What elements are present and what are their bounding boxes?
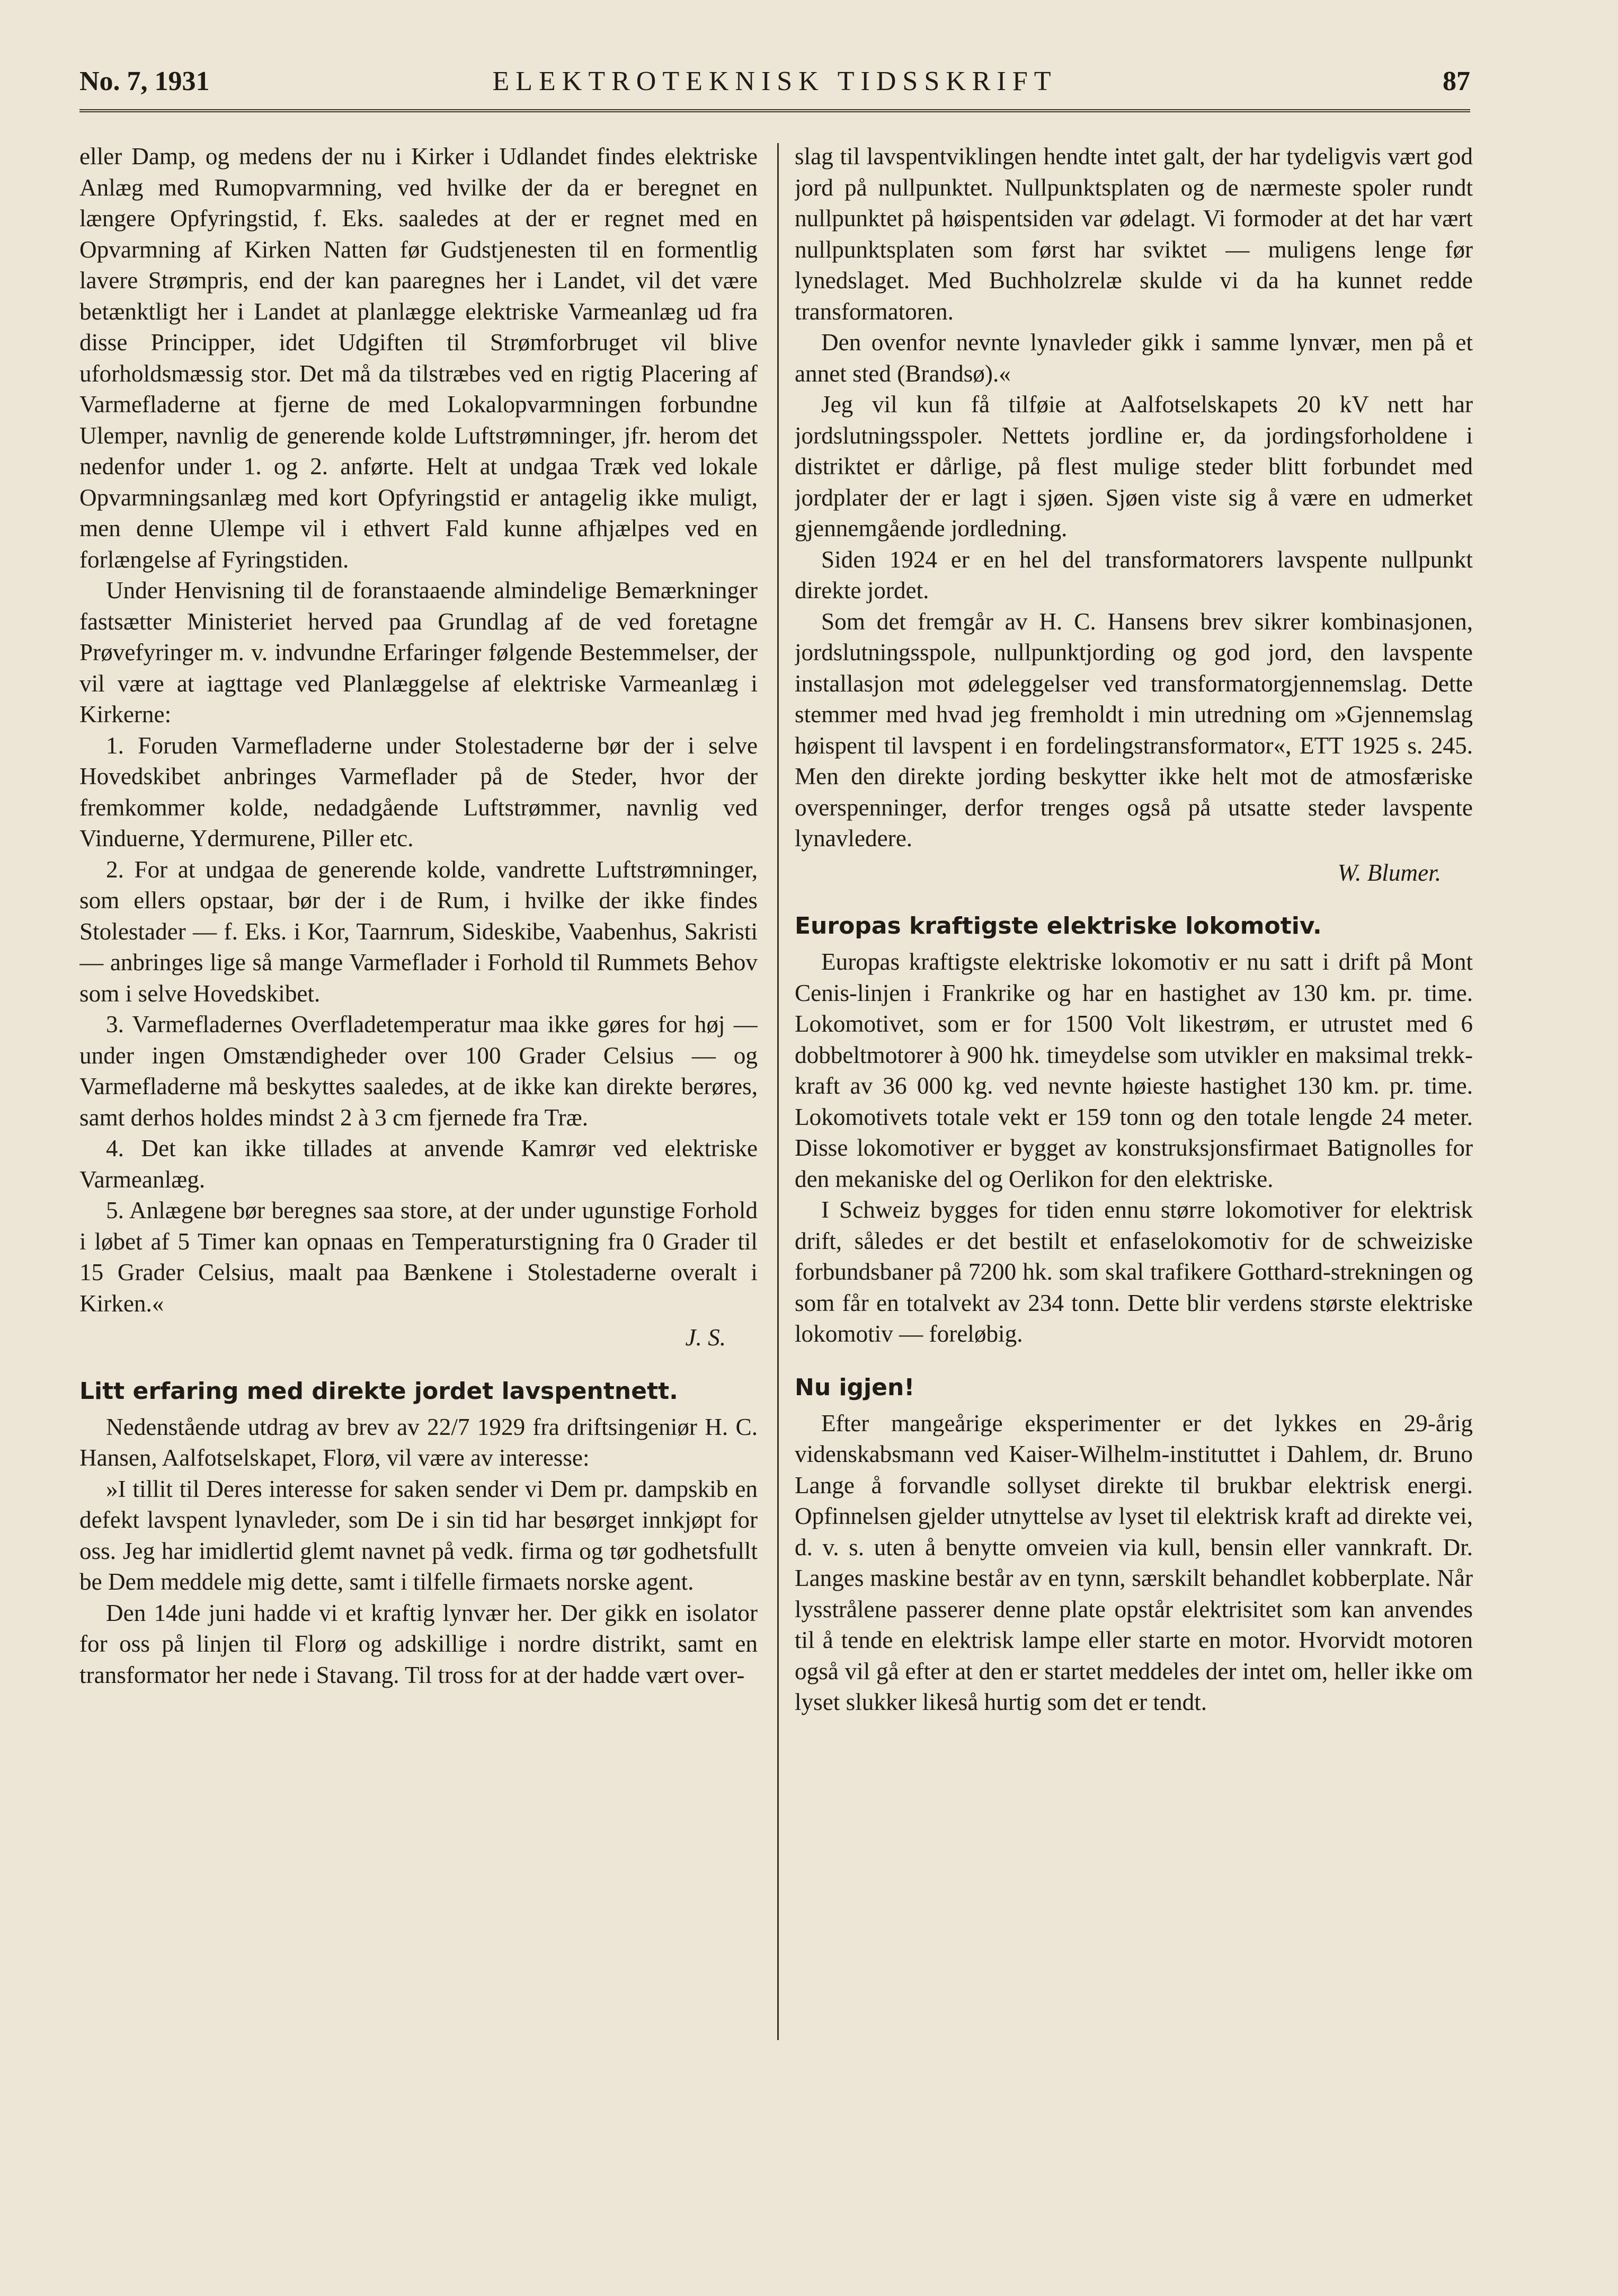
signature-blumer: W. Blumer. — [1337, 859, 1441, 886]
article-paragraph: Siden 1924 er en hel del transformatorers lavspente nullpunkt direkte jordet. — [795, 546, 1473, 604]
rule-3: 3. Varmefladernes Overfladetemperatur maa ikke gøres for høj — under ingen Omstændigheder over 100 Grader Celsius — og Varmefladerne må beskyttes saaledes, at de ikke kan direkte berøres, samt derhos holdes mindst 2 à 3 cm fjernede fra Træ. — [79, 1011, 758, 1131]
rule-5: 5. Anlægene bør beregnes saa store, at der under ugunstige Forhold i løbet af 5 Timer kan opnaas en Temperaturstigning fra 0 Grader til 15 Grader Celsius, maalt paa Bænkene i Stolestaderne overalt i Kirken.« — [79, 1197, 758, 1317]
rule-4: 4. Det kan ikke tillades at anvende Kamrør ved elektriske Varmeanlæg. — [79, 1135, 758, 1193]
article-paragraph: Jeg vil kun få tilføie at Aalfotselskapets 20 kV nett har jordslutningsspoler. Nettets jordline er, da jordingsforholdene i distriktet er dårlige, på flest mulige steder blitt forbundet med jordplater der er lagt i sjøen. Sjøen viste sig å være en udmerket gjennemgående jordledning. — [795, 391, 1473, 542]
rule-2: 2. For at undgaa de generende kolde, vandrette Luftstrømninger, som ellers opstaar, bør der i de Rum, i hvilke der ikke findes Stolestader — f. Eks. i Kor, Taarnrum, Sideskibe, Vaabenhus, Sakristi — anbringes lige så mange Varmeflader i Forhold til Rummets Behov som i selve Hovedskibet. — [79, 856, 758, 1007]
issue-number: No. 7, 1931 — [79, 66, 210, 96]
article-paragraph: slag til lavspentviklingen hendte intet galt, der har tydeligvis vært god jord på nullpunktet. Nullpunktsplaten og de nærmeste spoler rundt nullpunktet på høispentsiden var ødelagt. Vi formoder at det har vært nullpunktsplaten som først har sviktet — muligens lenge før lynedslaget. Med Buchholzrelæ skulde vi da ha kunnet redde transformatoren. — [795, 143, 1473, 325]
article-title-lavspentnett: Litt erfaring med direkte jordet lavspentnett. — [79, 1377, 678, 1405]
left-column — [79, 141, 758, 2234]
article-paragraph: »I tillit til Deres interesse for saken sender vi Dem pr. dampskib en defekt lavspent lynavleder, som De i sin tid har besørget innkjøpt for oss. Jeg har imidlertid glemt navnet på vedk. firma og tør godhetsfullt be Dem meddele mig dette, samt i tilfelle firmaets norske agent. — [79, 1475, 758, 1595]
column-divider — [777, 143, 779, 2040]
page-number: 87 — [1443, 66, 1470, 96]
article-paragraph: Den ovenfor nevnte lynavleder gikk i samme lynvær, men på et annet sted (Brandsø).« — [795, 329, 1473, 387]
header-rule — [79, 109, 1470, 112]
referral-paragraph: Under Henvisning til de foranstaaende almindelige Bemærkninger fastsætter Ministeriet herved paa Grundlag af de ved foretagne Prøvefyringer m. v. indvundne Erfaringer følgende Bestemmelser, der vil være at iagttage ved Planlæggelse af elektriske Varmeanlæg i Kirkerne: — [79, 577, 758, 728]
signature-js: J. S. — [685, 1324, 726, 1351]
right-column — [795, 141, 1473, 2234]
article-title-nu-igjen: Nu igjen! — [795, 1373, 915, 1401]
intro-paragraph: eller Damp, og medens der nu i Kirker i Udlandet findes elektriske Anlæg med Rumopvarmning, ved hvilke der da er beregnet en længere Opfyringstid, f. Eks. saaledes at der er regnet med en Opvarmning af Kirken Natten før Gudstjenesten til en formentlig lavere Strømpris, end der kan paaregnes her i Landet, vil det være betænktligt her i Landet at planlægge elektriske Varmeanlæg ud fra disse Principper, idet Udgiften til Strømforbruget vil blive uforholdsmæssig stor. Det må da tilstræbes ved en rigtig Placering af Varmefladerne at fjerne de med Lokalopvarmningen forbundne Ulemper, navnlig de generende kolde Luftstrømninger, jfr. herom det nedenfor under 1. og 2. anførte. Helt at undgaa Træk ved lokale Opvarmningsanlæg med kort Opfyringstid er antagelig ikke muligt, men denne Ulempe vil i ethvert Fald kunne afhjælpes ved en forlængelse af Fyringstiden. — [79, 143, 758, 573]
article-title-lokomotiv: Europas kraftigste elektriske lokomotiv. — [795, 912, 1322, 939]
journal-title: ELEKTROTEKNISK TIDSSKRIFT — [492, 66, 1057, 96]
article-paragraph: Den 14de juni hadde vi et kraftig lynvær her. Der gikk en isolator for oss på linjen til Florø og adskillige i nordre distrikt, samt en transformator her nede i Stavang. Til tross for at der hadde vært over- — [79, 1599, 758, 1688]
rule-1: 1. Foruden Varmefladerne under Stolestaderne bør der i selve Hovedskibet anbringes Varmeflader på de Steder, hvor der fremkommer kolde, nedadgående Luftstrømmer, navnlig ved Vinduerne, Ydermurene, Piller etc. — [79, 732, 758, 852]
article-paragraph: I Schweiz bygges for tiden ennu større lokomotiver for elektrisk drift, således er det bestilt et enfaselokomotiv for de schweiziske forbundsbaner på 7200 hk. som skal trafikere Gotthard-strekningen og som får en totalvekt av 234 tonn. Dette blir verdens største elektriske lokomotiv — foreløbig. — [795, 1196, 1473, 1347]
page-header — [79, 63, 1470, 105]
article-paragraph: Efter mangeårige eksperimenter er det lykkes en 29-årig videnskabsmann ved Kaiser-Wilhelm-instituttet i Dahlem, dr. Bruno Lange å forvandle sollyset direkte til brukbar elektrisk energi. Opfinnelsen gjelder utnyttelse av lyset til elektrisk kraft ad direkte vei, d. v. s. uten å benytte omveien via kull, bensin eller vannkraft. Dr. Langes maskine består av en tynn, særskilt behandlet kobberplate. Når lysstrålene passerer denne plate opstår elektrisitet som kan anvendes til å tende en elektrisk lampe eller starte en motor. Hvorvidt motoren også vil gå efter at den er startet meddeles der intet om, heller ikke om lyset slukker likeså hurtig som det er tendt. — [795, 1409, 1473, 1715]
article-paragraph: Nedenstående utdrag av brev av 22/7 1929 fra driftsingeniør H. C. Hansen, Aalfotselskapet, Florø, vil være av interesse: — [79, 1413, 758, 1471]
article-paragraph: Europas kraftigste elektriske lokomotiv er nu satt i drift på Mont Cenis-linjen i Frankrike og har en hastighet av 130 km. pr. time. Lokomotivet, som er for 1500 Volt likestrøm, er utrustet med 6 dobbeltmotorer à 900 hk. timeydelse som utvikler en maksimal trekk-kraft av 36 000 kg. ved nevnte høieste hastighet 130 km. pr. time. Lokomotivets totale vekt er 159 tonn og den totale lengde 24 meter. Disse lokomotiver er bygget av konstruksjonsfirmaet Batignolles for den mekaniske del og Oerlikon for den elektriske. — [795, 948, 1473, 1192]
article-paragraph: Som det fremgår av H. C. Hansens brev sikrer kombinasjonen, jordslutningsspole, nullpunktjording og god jord, den lavspente installasjon mot ødeleggelser ved transformatorgjennemslag. Dette stemmer med hvad jeg fremholdt i min utredning om »Gjennemslag høispent til lavspent i en fordelingstransformator«, ETT 1925 s. 245. Men den direkte jording beskytter ikke helt mot de atmosfæriske overspenninger, derfor trenges også på utsatte steder lavspente lynavledere. — [795, 608, 1473, 852]
